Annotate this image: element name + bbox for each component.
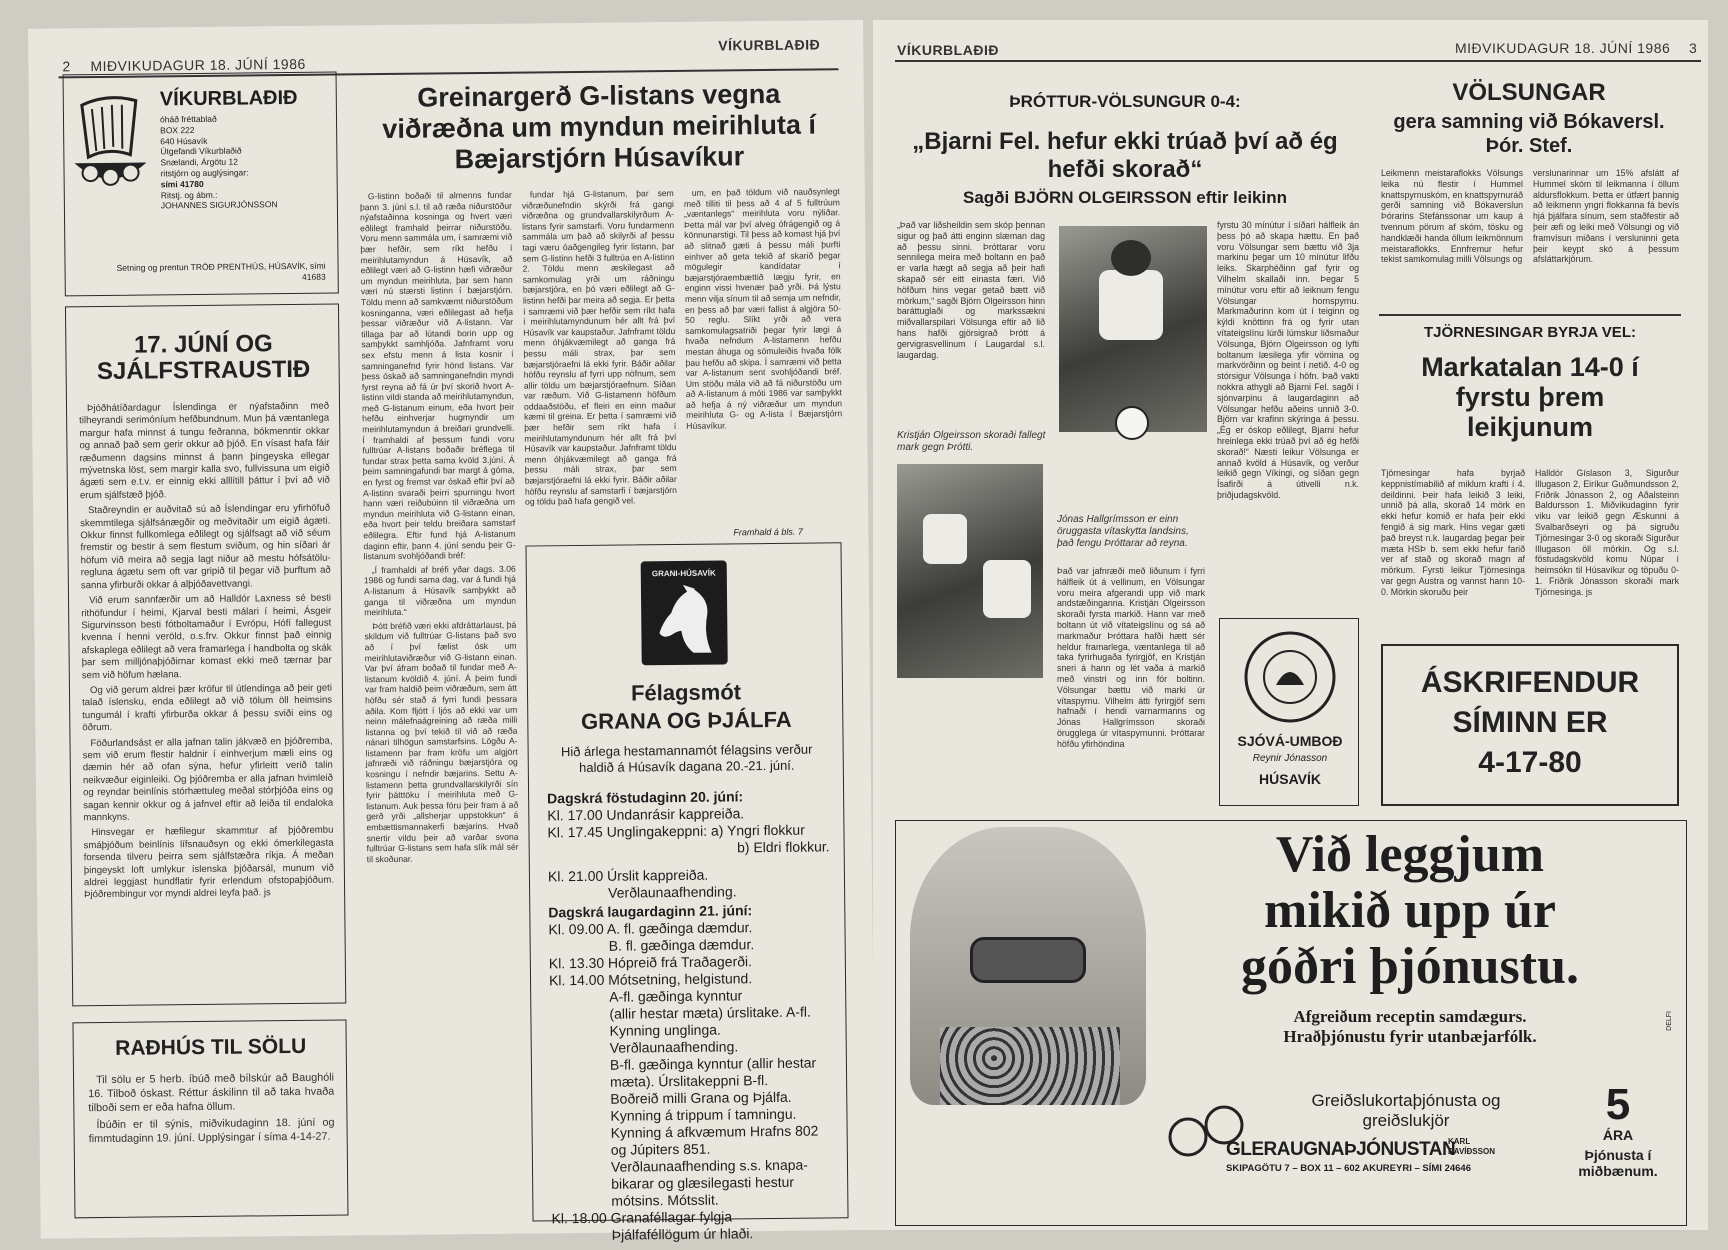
schedule-item: B-fl. gæðinga kynntur (allir hestar xyxy=(609,1054,817,1073)
card-line: greiðslukjör xyxy=(1362,1111,1450,1130)
page-number: 3 xyxy=(1689,40,1698,56)
editorial-paragraph: Þjóðhátíðardagur Íslendinga er nýafstaðinn með tilheyrandi serimóníum hefðbundnum. Mun þá væntanlega margur hafa minnst á tungu feðranna, bókmenntir okkar og annað það sem gerir okkur að þjóð. En vísast hafa fáir ræðumenn dagsins minnst á þann þingeyska ellegar mývetnska löst, sem margir kalla svo, fullvissuna um eigið ágæti sem e.t.v. er einnig ekki alllítill þáttur í því að við erum sjálfstæð þjóð. xyxy=(79,400,330,502)
horse-logo xyxy=(641,560,728,665)
gleraugu-card xyxy=(1256,1091,1556,1131)
radhus-ad xyxy=(72,1019,348,1218)
tjornes-col-1: Tjörnesingar hafa byrjað keppnistímabilið af miklum krafti í 4. deildinni. Þeir hafa leikið 3 leiki, unnið þá alla, skorað 14 mörk en ekki hefur komið er hafa þeir ekki fengið á sig mark. Hins vegar gæti það breyst n.k. laugardag þegar þeir mæta HSÞ b. sem ekki hefur farið ver af stað og skorað magn af mörkum. Fyrsti leikur Tjörnesinga var gegn Austra og vannst hann 10-0. Mörkin skoruðu þeir xyxy=(1381,468,1525,597)
schedule-item: Kynning unglinga. xyxy=(609,1021,721,1039)
schedule-item: Verðlaunaafhending s.s. knapa- xyxy=(610,1156,809,1175)
masthead-printer: Setning og prentun TRÖÐ PRENTHÚS, HÚSAVÍK, sími 41683 xyxy=(116,260,326,282)
header-date: MIÐVIKUDAGUR 18. JÚNÍ 1986 xyxy=(1455,40,1671,56)
editorial-title: 17. JÚNÍ OG SJÁLFSTRAUSTIÐ xyxy=(96,330,311,386)
editorial-paragraph: Og við gerum aldrei þær kröfur til útlendinga að þeir geti talað íslensku, enda eðlilegt að við tölum öll heimsins tungumál í krafti yfirburða okkar á þessu sviði eins og öðrum. xyxy=(82,682,333,734)
sjova-ad xyxy=(1219,618,1359,806)
service-line: Þjónusta í xyxy=(1584,1147,1652,1163)
masthead-line: Útgefandi Víkurblaðið xyxy=(160,145,242,157)
sports-headline: „Bjarni Fel. hefur ekki trúað því að ég hefði skorað“ xyxy=(912,128,1338,183)
masthead-line: ritstjórn og auglýsingar: xyxy=(160,167,249,179)
tjornes-col-2: Halldór Gíslason 3, Sigurður Illugason 2, Eiríkur Guðmundsson 2, Friðrik Jónasson 2, og Aðalsteinn Baldursson 1. Miðvikudaginn fyrir viku var leikið gegn Æskunni á Svalbarðseyri og þá sigruðu Tjörnesingar 3-0 og skoraði Sigurður Illugason öll mörkin. Og s.l. föstudagskvöld komu Núpar í heimsókn til Húsavíkur og töpuðu 0-1. Friðrik Jónasson skoraði mark Tjörnesinga. js xyxy=(1535,468,1679,597)
jersey xyxy=(983,560,1031,618)
schedule-item: Verðlaunaafhending. xyxy=(608,883,737,901)
owner-line: KARL xyxy=(1448,1137,1471,1146)
viking-ship-logo xyxy=(72,94,149,199)
askrifendur-l2: SÍMINN ER xyxy=(1452,706,1608,739)
sub-line: Hraðþjónustu fyrir utanbæjarfólk. xyxy=(1283,1027,1537,1046)
askrifendur-l1: ÁSKRIFENDUR xyxy=(1420,666,1640,699)
sports-col-1: „Það var liðsheildin sem skóp þennan sigur og það átti enginn slæman dag að þessu sinni. Þróttarar voru sennilega meira með boltann en það er varla hægt að segja að þeir hafi skapað sér eitt einasta færi. Við höfðum hins vegar getað bætt við mörkum,“ sagði Björn Olgeirsson hinn baráttuglaði og markssækni miðvallarspilari Völsunga eftir að lið hans hafði gjörsigrað Þrótt á gervigrasvellinum í Laugardal s.l. laugardag. xyxy=(897,220,1045,360)
g-list-col-2 xyxy=(522,188,678,540)
editorial-paragraph: Hinsvegar er hæfilegur skammtur af þjóðrembu smáþjóðum beinlínis lífsnauðsyn og ekki ómerkilegasta forsenda tilveru þeirra sem sjálfstæðra ríkja. Á meðan þingeyskt loft umlykur íslenska þjóðarsál, munum við aldrei leggjast hundflatir fyrir erlendum ofstopaþjóðum. Þjóðrembingur vor myndi aldrei leyfa það. js xyxy=(83,824,335,901)
schedule-item: A-fl. gæðinga kynntur xyxy=(609,987,743,1005)
felagsmot-subtitle: GRANA OG ÞJÁLFA xyxy=(580,706,792,734)
radhus-title: RAÐHÚS TIL SÖLU xyxy=(115,1034,307,1060)
masthead-title: VÍKURBLAÐIÐ xyxy=(159,86,298,111)
volsungar-col-1: Leikmenn meistaraflokks Völsungs leika nú flestir í Hummel knattspyrnuskóm, en knattspyrnuráð gerði samning við Bókaverslun Þórarins Stefánssonar um kaup á tvennum pörum af skóm, tösku og handklæði handa öllum leikmönnum meistaraflokks. Ennfremur hefur tekist samkomulag milli Völsungs og xyxy=(1381,168,1523,265)
editorial-paragraph: Staðreyndin er auðvitað sú að Íslendingar eru yfirhöfuð skemmtilega sjálfsánægðir og meðvitaðir um eigið ágæti. Okkur finnst fullkomlega eðlilegt og sjálfsagt að við séum fremstir og bestir á sem flestum sviðum, og hin síðari ár höfum við meira að segja lagt niður að mestu hófsátölu-regluna ágætu sem oft var gripið til þegar við þurftum að sanna yfirburði okkar á alþjóðavettvangi. xyxy=(80,502,331,591)
radhus-paragraph: Til sölu er 5 herb. íbúð með bílskúr að Baughóli 16. Tilboð óskast. Réttur áskilinn til að taka hvaða tilboði sem er eða hafna öllum. xyxy=(88,1071,335,1115)
schedule-item: Kl. 21.00 Úrslit kappreiða. xyxy=(547,866,709,885)
leopard-sweater xyxy=(940,1027,1120,1105)
headline-line: góðri þjónustu. xyxy=(1240,938,1580,995)
masthead-line: Snælandi, Árgötu 12 xyxy=(160,156,239,168)
editorial-box xyxy=(65,304,346,1007)
volsungar-sub: gera samning við Bókaversl. Þór. Stef. xyxy=(1393,111,1665,157)
schedule-item: mæta). Úrslitakeppni B-fl. xyxy=(610,1072,769,1090)
gleraugu-sub xyxy=(1172,1007,1648,1047)
years-number: 5 xyxy=(1605,1080,1631,1129)
header-date: MIÐVIKUDAGUR 18. JÚNÍ 1986 xyxy=(90,55,306,75)
caption-1: Kristján Olgeirsson skoraði fallegt mark gegn Þrótti. xyxy=(897,430,1046,453)
years-badge xyxy=(1572,1080,1664,1179)
schedule-item: (allir hestar mæta) úrslitake. A-fl. xyxy=(609,1003,811,1022)
radhus-paragraph: Íbúðin er til sýnis, miðvikudaginn 18. júní og fimmtudaginn 19. júní. Upplýsingar í síma 4-14-27. xyxy=(88,1116,335,1146)
tjornes-headline: Markatalan 14-0 í fyrstu þrem leikjunum xyxy=(1421,352,1639,442)
gleraugu-owner xyxy=(1448,1137,1495,1157)
masthead-line: JOHANNES SIGURJÓNSSON xyxy=(160,199,278,211)
side-label: DELFI xyxy=(1666,1011,1673,1031)
header-paper: VÍKURBLAÐIÐ xyxy=(897,42,999,58)
schedule-item: Verðlaunaafhending. xyxy=(609,1038,739,1056)
schedule-day-title: Dagskrá föstudaginn 20. júní: xyxy=(547,788,744,807)
sjova-person: Reynir Jónasson xyxy=(1252,753,1328,764)
g-list-headline: Greinargerð G-listans vegna viðræðna um myndun meirihluta í Bæjarstjórn Húsavíkur xyxy=(382,78,817,175)
volsungar-col-2: verslunarinnar um 15% afslátt af Hummel skóm til leikmanna í öllum aldursflokkum. Þetta er útfært þannig að leikmenn yngri flokkanna fá bevís hjá þjálfara sínum, sem staðfestir að þeir æfi og leiki með Völsungi og við framvísun miðans í versluninni geta þeir keypt skó á þessum afsláttarkjörum. xyxy=(1533,168,1679,265)
g-list-paragraph: um, en það töldum við nauðsynlegt með tilliti til þess að 4 af 5 fulltrúum „væntanlegs“ meirihluta voru nýliðar. Þetta mál var því alveg ófrágengið og á könnunarstigi. Til þess að komast hjá því að slitnað gæti á þessu máli þurfti einhver að geta tekið af skarið þegar mögulegir kandídatar í bæjarstjóraembættið lægju fyrir, en enginn vissi hvenær það yrði. Þá lýstu menn vilja sínum til að semja um nefndir, en þess að þar væri fallist á algjöra 50-50 reglu. Slíkt yrði að vera samkomulagsatriði þegar fyrir lægi á hvaða nefndum A-listamenn hefðu mestan áhuga og sömuleiðis hvaða fólk þau hefðu að skipa. Í samræmi við þetta var A-listanum sent svohljóðandi bréf. Um stöðu mála við að fá niðurstöðu um að A-listanum á móti 1986 var samþykkt að hefja á ný viðræður um myndun meirihluta G- og A-lista í Bæjarstjórn Húsavíkur. xyxy=(683,186,843,431)
sjova-seal-icon xyxy=(1242,629,1338,725)
sports-kicker: ÞRÓTTUR-VÖLSUNGUR 0-4: xyxy=(1009,92,1241,111)
editorial-paragraph: Við erum sannfærðir um að Halldór Laxness sé besti rithöfundur í heimi, Kjarval besti málari í heimi, Ásgeir Sigurvinsson besti fótboltamaður í Evrópu, Hófí fallegust kvenna í henni veröld, o.s.frv. Okkur finnst það einnig afskaplega eðlilegt að vera framarlega í handbolta og skák þar sem milljónaþjóðirnar komast ekki með tærnar þar sem við höfum hælana. xyxy=(81,592,332,681)
page-number: 2 xyxy=(62,58,71,75)
sub-line: Afgreiðum receptin samdægurs. xyxy=(1293,1007,1527,1026)
sunglasses-icon xyxy=(970,937,1086,983)
sjova-town: HÚSAVÍK xyxy=(1259,771,1321,787)
photo-penalty xyxy=(897,464,1043,678)
woman-photo xyxy=(910,827,1146,1105)
logo-text: GRANI-HÚSAVÍK xyxy=(651,568,716,579)
askrifendur-ad xyxy=(1381,644,1679,806)
schedule-item: Kynning á afkvæmum Hrafns 802 xyxy=(610,1122,819,1141)
g-list-col-1 xyxy=(360,190,523,1226)
g-list-paragraph: fundar hjá G-listanum, þar sem viðræðunefndin skýrði frá gangi viðræðna og grundvallarskilyrðum A-listans fyrir samstarfi. Voru fundarmenn sammála um það að skilyrði af þessu tagi væru óaðgengileg fyrir listann, þar sem G-listinn hefði 3 fulltrúa en A-listinn 2. Töldu menn æskilegast að samkomulag yrði um ráðningu bæjarstjóra, en þó væri eðlilegt að G-listinn hefði þar meira að segja. Er þetta í samræmi við þær hefðir sem ríkt hafa í meirihlutamyndunum hér allt frá því Húsavík var kaupstaður. Jafnframt töldu menn óhjákvæmilegt að ganga frá þessu máli strax, þar sem bæjarstjóraefni lá ekki fyrir. Báðir aðilar höfðu reynslu af fyrri upp nöfnum, sem allir töldu um bæjarstjóraefnum. Síðan var ræðum. Við G-listamenn höfðum oddaaðstöðu, ef fleiri en einn maður kæmi til greina. Er þetta í samræmi við þær hefðir sem ríkt hafa í meirihlutamyndunum hér allt frá því Húsavík var kaupstaður. Jafnframt töldu menn óhjákvæmilegt að ganga frá þessu máli strax, þar sem bæjarstjóraefni lá ekki fyrir. Báðir aðilar höfðu reynslu af samstarfi í bæjarstjórn og töldu það hafa gengið vel. xyxy=(521,187,677,507)
schedule-item: Kynning á trippum í tamningu. xyxy=(610,1105,797,1124)
radhus-body xyxy=(88,1071,335,1150)
headline-line: Við leggjum xyxy=(1275,826,1545,883)
schedule-item: Kl. 09.00 A. fl. gæðinga dæmdur. xyxy=(548,919,753,938)
gleraugu-brand: GLERAUGNAÞJÓNUSTAN xyxy=(1226,1139,1456,1160)
section-rule xyxy=(1379,314,1681,316)
schedule-item: Kl. 14.00 Mótsetning, helgistund. xyxy=(548,970,753,989)
owner-line: DAVÍÐSSON xyxy=(1448,1147,1495,1156)
schedule-item: Kl. 17.00 Undanrásir kappreiða. xyxy=(547,805,745,824)
schedule-item: Kl. 17.45 Unglingakeppni: a) Yngri flokkur xyxy=(547,821,805,841)
service-line: miðbænum. xyxy=(1578,1163,1658,1179)
header-paper: VÍKURBLAÐIÐ xyxy=(718,36,821,54)
schedule-item: bikarar og glæsilegasti hestur xyxy=(611,1173,795,1192)
sports-col-3: fyrstu 30 mínútur í síðari hálfleik án þess þó að skapa hættu. En það voru Völsungar sem bættu við 3ja markinu þegar um 10 mínútur lifðu leiks. Skarphéðinn gaf fyrir og Vilhelm skallaði inn. Þegar 5 mínútur voru eftir að leiknum fengu Völsungar hornspyrnu. Markmaðurinn kom út í teiginn og kýldi knöttinn frá og fyrir utan vítateigslínu lúrði lúmskur liðsmaður Völsunga, Björn Olgeirsson og lyfti boltanum læsilega yfir vörnina og markvörðinn og beint í netið. 4-0 og stórsigur Völsunga í höfn. Það vakti nokkra athygli að Bjarni Fel. sagði í sjónvarpinu á laugardaginn að Völsungar hefðu aðeins unnið 3-0. Björn var krafinn skýringa á þessu. „Ég er óskop eðlilegt, Bjarni hefur hreinlega ekki trúað því að ég hefði skorað!“ Næsti leikur Völsunga er annað kvöld á Húsavík, og verður leikið gegn Víkingi, og síðan gegn Ísafirði á útivelli n.k. þriðjudagskvöld. xyxy=(1217,220,1359,500)
masthead-line: sími 41780 xyxy=(160,178,204,190)
years-word: ÁRA xyxy=(1602,1127,1634,1143)
horse-head-icon xyxy=(653,585,716,658)
schedule-item: Kl. 13.30 Hópreið frá Traðagerði. xyxy=(548,953,753,972)
masthead xyxy=(63,72,339,297)
masthead-line: óháð fréttablað xyxy=(159,113,217,125)
felagsmot-day2 xyxy=(548,901,842,1244)
schedule-item: Kl. 18.00 Granaféllagar fylgja xyxy=(551,1208,733,1227)
schedule-item: og Júpiters 851. xyxy=(610,1140,711,1158)
tjornes-kicker: TJÖRNESINGAR BYRJA VEL: xyxy=(1424,324,1636,341)
schedule-day-title: Dagskrá laugardaginn 21. júní: xyxy=(548,902,753,921)
sports-col-2: Það var jafnræði með liðunum í fyrri hálfleik út á vellinum, en Völsungar voru meira afgerandi upp við mark andstæðinganna. Kristján Olgeirsson skoraði fyrsta markið. Hann var með boltann út við vítateigslínu og sá að markmaður Þróttara hafði hætt sér heldur framarlega, væntanlega til að taka fyrirhugaða fyrirgjöf, en Kristján sneri á hann og lét vaða á markið með vinstri og inn fór boltinn. Völsungar bættu við marki úr vítaspyrnu. Vilhelm átti fyrirgjöf sem hafnaði í hendi varnarmanns og Jónas Hallgrímsson skoraði örugglega úr vítaspyrnunni. Þróttarar höfðu yfirhöndina xyxy=(1057,566,1205,749)
felagsmot-title: Félagsmót xyxy=(630,679,742,706)
right-page xyxy=(873,20,1708,1230)
football-icon xyxy=(1115,406,1149,440)
felagsmot-ad xyxy=(525,542,848,1243)
felagsmot-intro: Hið árlega hestamannamót félagsins verður haldið á Húsavík dagana 20.-21. júní. xyxy=(560,741,813,776)
header-rule xyxy=(895,60,1701,62)
g-list-paragraph: G-listinn boðaði til almenns fundar þann 3. júní s.l. til að ræða niðurstöður nýafstaðinna kosninga og hvert væri eðlilegt framhald þeirrar niðurstöðu. Voru menn sammála um, í samræmi við þær hefðir, sem ríkt hefðu í meirihlutamyndun á Húsavík, að eðlilegt væri að G-listinn hæfi viðræður um myndun meirihluta, þar sem hann væri nú stærsti listinn í bæjarstjórn. Töldu menn að samkvæmt niðurstöðum kosninganna, væri eðlilegast að hefja þessar viðræður við A-listann. Var tillaga þar að lútandi borin upp og samþykkt samhljóða. Jafnframt voru sex efstu menn á lista kosnir í samninganefnd fyrir hönd listans. Var þess óskað að samninganefndin myndi fyrst reyna að fá úr því skorið hvort A-listinn vildi standa að meirihlutamyndun, með G-listanum einum, eða hvort þeir hefðu einhverjar hugmyndir um meirihlutamyndun á breiðari grundvelli. Í framhaldi af þessum fundi voru fulltrúar A-listans boðaðir bréflega til fundar strax þetta sama kvöld 3.júní. Á þeim samningafundi bar margt á góma, en fyrst og fremst var óskað eftir því að A-listinn svaraði þeirri spurningu hvort hann væri reiðubúinn til viðræðna um myndun meirihluta við G-listann einan, eða hvort þeir teldu breiðara samstarf eðlilegra. Eftir fund hjá A-listanum daginn eftir, þann 4. júní sendu þeir G-listanum svohljóðandi bréf: xyxy=(359,189,516,562)
masthead-info xyxy=(160,113,331,212)
headline-line: mikið upp úr xyxy=(1264,882,1556,939)
schedule-item: b) Eldri flokkur. xyxy=(736,838,830,856)
askrifendur-phone: 4-17-80 xyxy=(1478,746,1582,779)
g-list-continued: Framhald á bls. 7 xyxy=(733,526,803,538)
schedule-item: Þjálfaféllögum úr hlaði. xyxy=(611,1225,754,1243)
jersey xyxy=(1099,270,1163,340)
schedule-item: Boðreið milli Grana og Þjálfa. xyxy=(610,1088,792,1107)
gleraugu-headline xyxy=(1172,827,1648,995)
editorial-body xyxy=(79,401,335,1000)
sports-subhead: Sagði BJÖRN OLGEIRSSON eftir leikinn xyxy=(963,188,1287,207)
card-line: Greiðslukortaþjónusta og xyxy=(1311,1091,1501,1110)
editorial-paragraph: Föðurlandsást er alla jafnan talin jákvæð en þjóðremba, sem við erum flestir haldnir í einhverjum mæli eins og dæmin hér að ofan sýna, hefur yfirleitt verið talin neikvæður eiginleiki. Og þjóðremba er alla jafnan hvimleið og reyndar beinlínis stórhættuleg meðal stórþjóða eins og sagan kennir okkur og á jafnvel eftir að leiða til endaloka mannkyns. xyxy=(82,735,334,824)
g-list-col-3 xyxy=(684,186,844,526)
g-list-paragraph: „Í framhaldi af bréfi yðar dags. 3.06 1986 og fundi sama dag, var á fundi hjá A-listanum á Húsavík samþykkt að ganga til viðræðna um myndun meirihluta.“ xyxy=(363,563,517,618)
sjova-name: SJÓVÁ-UMBOÐ xyxy=(1237,733,1343,749)
schedule-item: B. fl. gæðinga dæmdur. xyxy=(608,936,755,954)
jersey xyxy=(923,514,967,564)
caption-2: Jónas Hallgrímsson er einn öruggasta vítaskytta landsins, það fengu Þróttarar að reyna. xyxy=(1057,514,1189,549)
left-page xyxy=(28,20,876,1243)
masthead-line: BOX 222 xyxy=(160,124,195,136)
schedule-item: mótsins. Mótsslit. xyxy=(611,1191,719,1209)
felagsmot-day1 xyxy=(547,787,838,902)
masthead-line: Ritstj. og ábm.: xyxy=(160,189,218,200)
masthead-line: 640 Húsavík xyxy=(160,135,208,146)
volsungar-title: VÖLSUNGAR xyxy=(1452,79,1606,106)
gleraugu-ad xyxy=(895,820,1687,1226)
g-list-paragraph: Þótt bréfið væri ekki afdráttarlaust, þá skildum við fulltrúar G-listans það svo að í því fælist ósk um meirihlutaviðræður við G-listann einan. Var því áfram boðað til fundar með A-listanum kvöldið 4. júní. Á þeim fundi var fram haldið þeim viðræðum, sem átt höfðu sér stað á fyrri fundi þessara aðila. Kom fljótt í ljós að ekki var um neinn málefnaágreining að ræða milli listanna og því tekið til við að ræða nánari tilhögun samstarfsins. Lögðu A-listamenn þar fram kröfu um algjört jafnræði við ráðningu bæjarstjóra og kosningu í nefndir bæjarins. Settu A-listamenn þetta grundvallarskilyrði sín fyrir þátttöku í meirihluta með G-listanum. Auk þessa fóru þeir fram á að gerð yrði „allsherjar uppstokkun“ á embættismannakerfi bæjarins. Hvað snertir vildu þeir að varðar svona fulltrúar G-listans sem hafa slík mál sér til skoðunar. xyxy=(364,619,519,865)
head xyxy=(1111,240,1151,276)
gleraugu-address: SKIPAGÖTU 7 – BOX 11 – 602 AKUREYRI – SÍMI 24646 xyxy=(1226,1163,1471,1174)
photo-footballer xyxy=(1059,226,1207,432)
